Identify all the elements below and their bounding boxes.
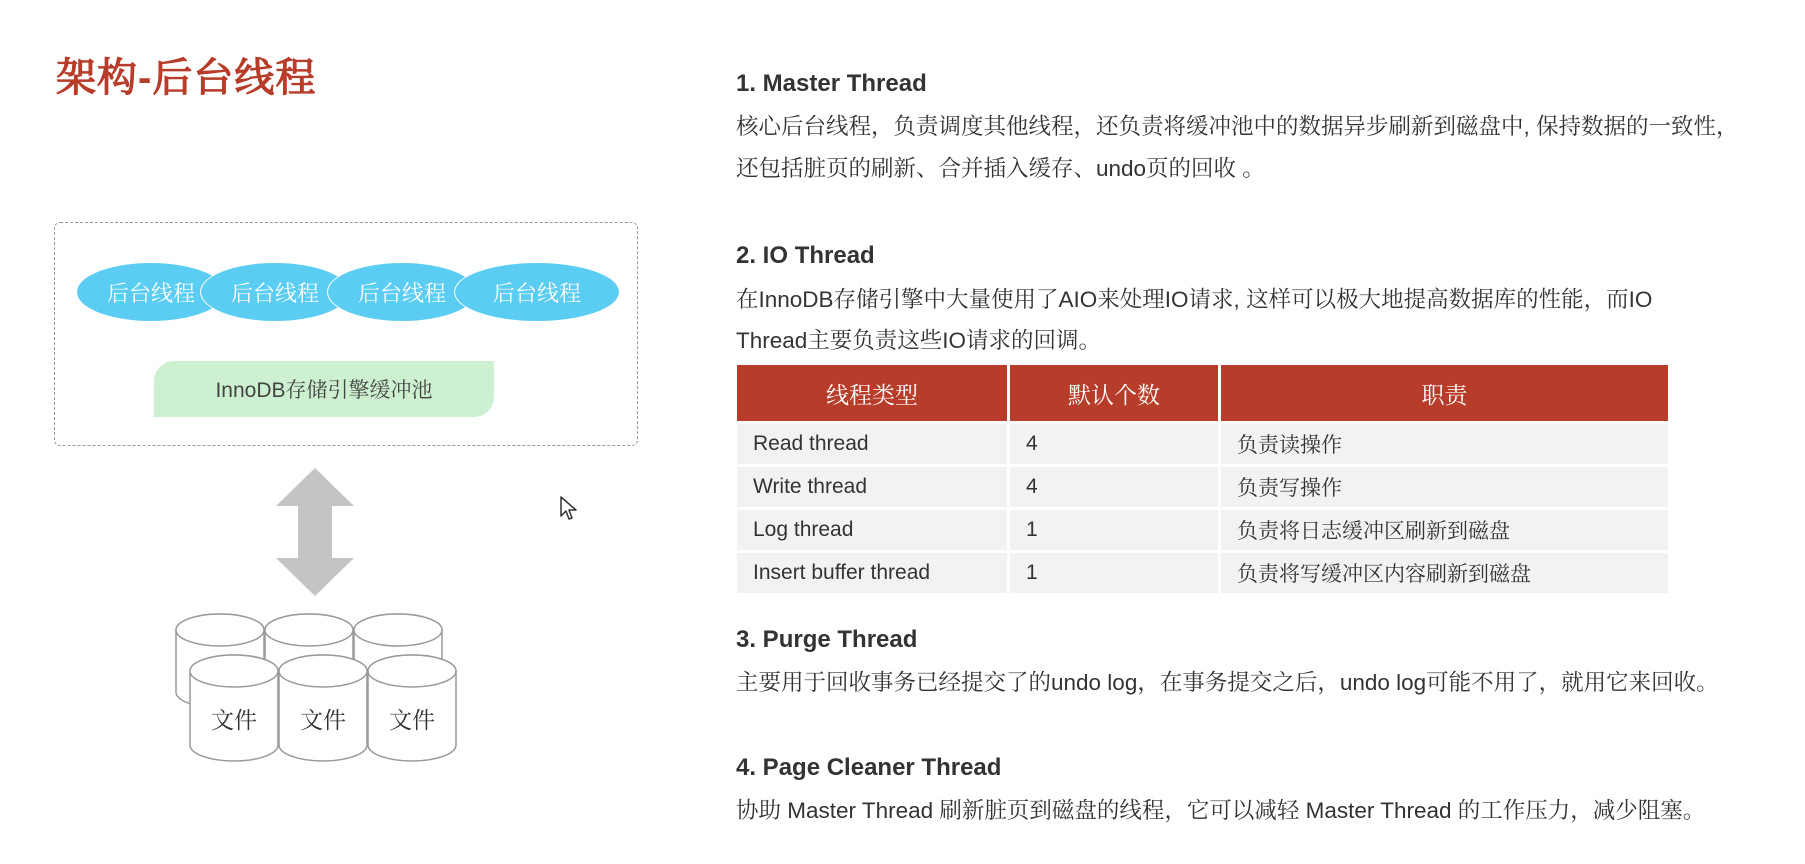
front-cylinder-3-top <box>368 655 456 687</box>
io-thread-heading: 2. IO Thread <box>736 242 875 269</box>
cell-responsibility: 负责将写缓冲区内容刷新到磁盘 <box>1220 552 1669 594</box>
front-cylinder-2-top <box>279 655 367 687</box>
background-thread-4: 后台线程 <box>454 262 620 322</box>
cell-thread-type: Insert buffer thread <box>737 552 1009 594</box>
cell-responsibility: 负责写操作 <box>1220 466 1669 509</box>
master-thread-line-2: 还包括脏页的刷新、合并插入缓存、undo页的回收 。 <box>736 156 1265 181</box>
cell-thread-type: Read thread <box>737 423 1009 466</box>
table-header-row <box>737 365 1668 423</box>
io-thread-line-1: 在InnoDB存储引擎中大量使用了AIO来处理IO请求, 这样可以极大地提高数据库的性能，而IO <box>736 287 1653 312</box>
page-cleaner-line-1: 协助 Master Thread 刷新脏页到磁盘的线程，它可以减轻 Master Thread 的工作压力，减少阻塞。 <box>736 798 1706 823</box>
purge-thread-line-1: 主要用于回收事务已经提交了的undo log，在事务提交之后，undo log可能不用了，就用它来回收。 <box>736 670 1719 695</box>
cell-thread-type: Log thread <box>737 509 1009 552</box>
cell-thread-type: Write thread <box>737 466 1009 509</box>
cell-default-count: 1 <box>1009 552 1220 594</box>
table-row <box>737 423 1668 466</box>
background-thread-2: 后台线程 <box>200 262 350 322</box>
purge-thread-heading: 3. Purge Thread <box>736 626 918 653</box>
cell-default-count: 4 <box>1009 466 1220 509</box>
front-cylinder-1-top <box>190 655 278 687</box>
background-thread-3: 后台线程 <box>327 262 477 322</box>
page-cleaner-heading: 4. Page Cleaner Thread <box>736 754 1002 781</box>
master-thread-line-1: 核心后台线程，负责调度其他线程，还负责将缓冲池中的数据异步刷新到磁盘中, 保持数据的一致性， <box>736 114 1739 139</box>
master-thread-heading: 1. Master Thread <box>736 70 927 97</box>
file-label-1: 文件 <box>211 707 257 733</box>
back-cylinder-2-top <box>265 614 353 646</box>
buffer-pool: InnoDB存储引擎缓冲池 <box>154 361 494 417</box>
table-row <box>737 509 1668 552</box>
header-default-count: 默认个数 <box>1009 365 1220 423</box>
cell-default-count: 1 <box>1009 509 1220 552</box>
cell-responsibility: 负责将日志缓冲区刷新到磁盘 <box>1220 509 1669 552</box>
table-row <box>737 466 1668 509</box>
file-label-3: 文件 <box>389 707 435 733</box>
io-thread-line-2: Thread主要负责这些IO请求的回调。 <box>736 328 1102 353</box>
mouse-cursor-icon <box>560 496 578 522</box>
header-responsibility: 职责 <box>1220 365 1669 423</box>
cell-responsibility: 负责读操作 <box>1220 423 1669 466</box>
page-title: 架构-后台线程 <box>56 56 317 100</box>
file-label-2: 文件 <box>300 707 346 733</box>
back-cylinder-1-top <box>176 614 264 646</box>
table-row <box>737 552 1668 594</box>
background-thread-1: 后台线程 <box>76 262 226 322</box>
back-cylinder-3-top <box>354 614 442 646</box>
cell-default-count: 4 <box>1009 423 1220 466</box>
io-thread-table <box>737 365 1668 593</box>
header-thread-type: 线程类型 <box>737 365 1009 423</box>
